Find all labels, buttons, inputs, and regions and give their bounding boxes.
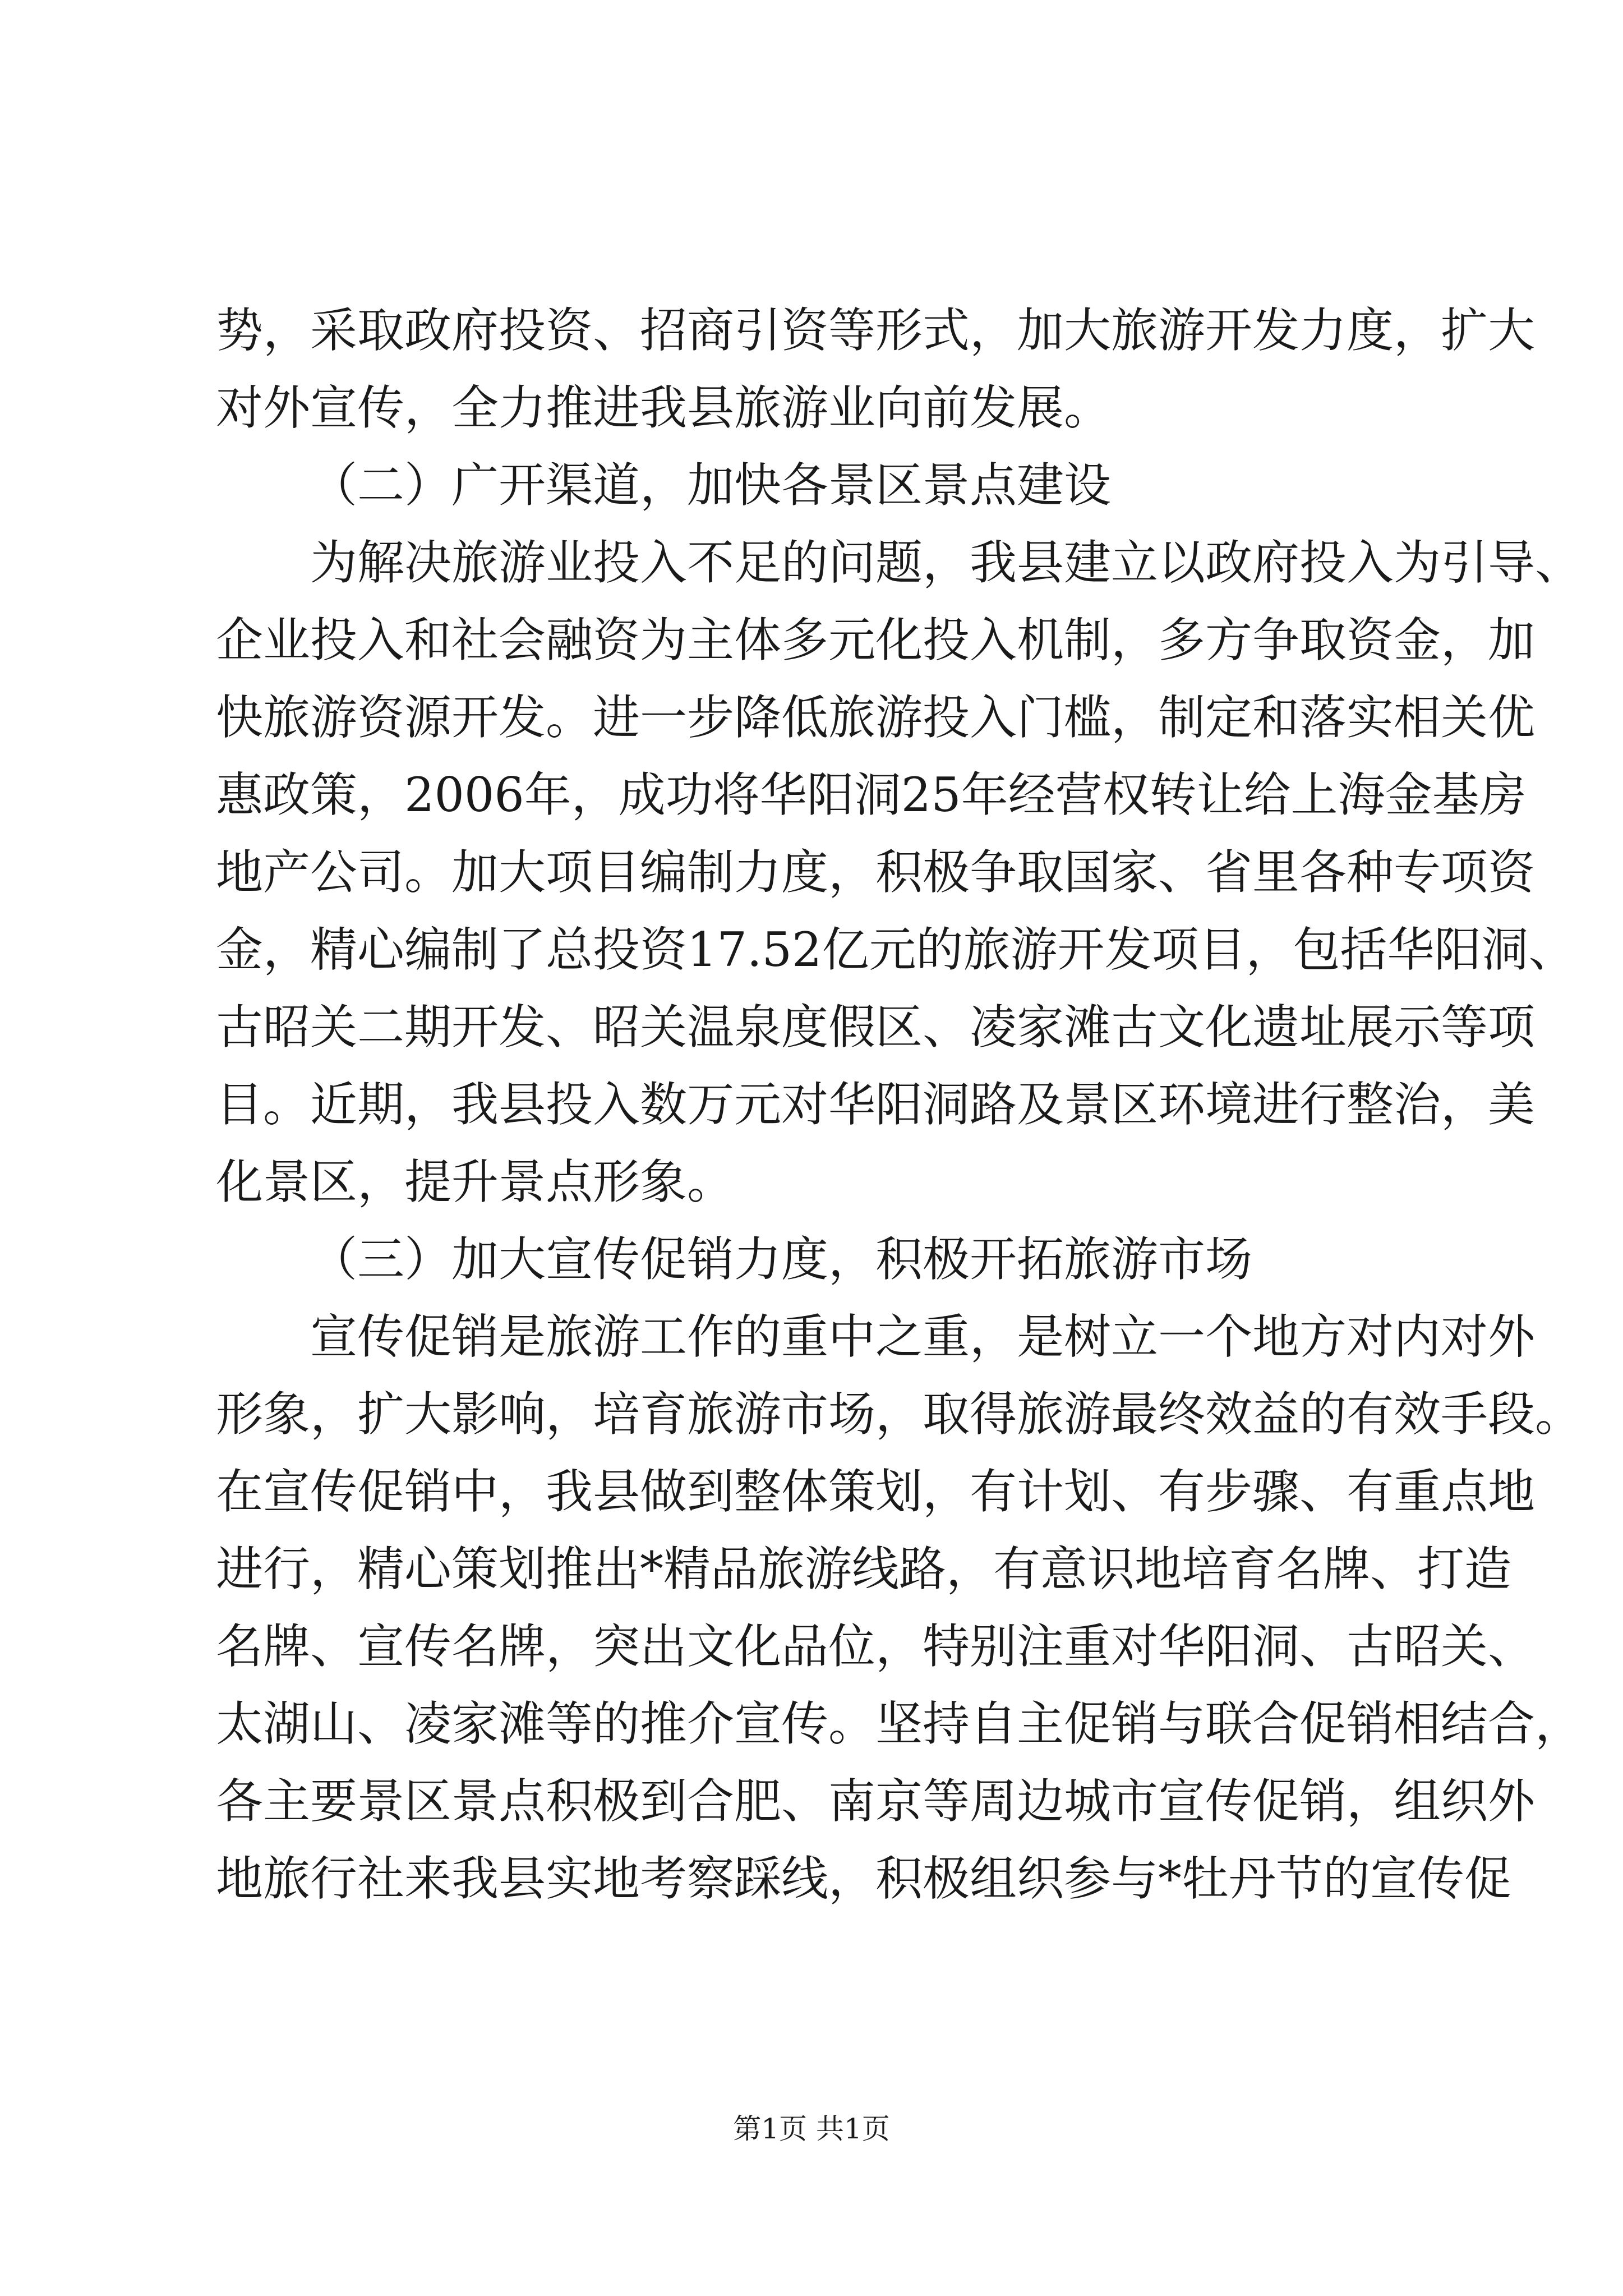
text-line: 金，精心编制了总投资17.52亿元的旅游开发项目，包括华阳洞、 [216, 922, 1576, 977]
text-line: 为解决旅游业投入不足的问题，我县建立以政府投入为引导、 [310, 535, 1583, 590]
text-line: 对外宣传，全力推进我县旅游业向前发展。 [216, 380, 1112, 435]
text-line: 地旅行社来我县实地考察踩线，积极组织参与*牡丹节的宣传促 [216, 1851, 1512, 1906]
text-line: 太湖山、凌家滩等的推介宣传。坚持自主促销与联合促销相结合， [216, 1696, 1583, 1751]
page-number: 第1页 共1页 [733, 2113, 890, 2145]
text-line: 快旅游资源开发。进一步降低旅游投入门槛，制定和落实相关优 [216, 690, 1536, 745]
text-line: 目。近期，我县投入数万元对华阳洞路及景区环境进行整治，美 [216, 1077, 1536, 1132]
text-line: 古昭关二期开发、昭关温泉度假区、凌家滩古文化遗址展示等项 [216, 1000, 1536, 1055]
text-line: 企业投入和社会融资为主体多元化投入机制，多方争取资金，加 [216, 613, 1536, 668]
text-line: 各主要景区景点积极到合肥、南京等周边城市宣传促销，组织外 [216, 1774, 1536, 1829]
section-heading: （二）广开渠道，加快各景区景点建设 [310, 458, 1112, 513]
text-line: 惠政策，2006年，成功将华阳洞25年经营权转让给上海金基房 [216, 767, 1527, 822]
text-line: 在宣传促销中，我县做到整体策划，有计划、有步骤、有重点地 [216, 1464, 1536, 1519]
text-line: 地产公司。加大项目编制力度，积极争取国家、省里各种专项资 [216, 845, 1536, 900]
section-heading: （三）加大宣传促销力度，积极开拓旅游市场 [310, 1232, 1253, 1287]
text-line: 化景区，提升景点形象。 [216, 1154, 735, 1209]
text-line: 势，采取政府投资、招商引资等形式，加大旅游开发力度，扩大 [216, 303, 1536, 358]
page-footer [0, 2112, 1623, 2146]
body-text [216, 292, 1583, 1917]
text-line: 进行，精心策划推出*精品旅游线路，有意识地培育名牌、打造 [216, 1542, 1512, 1596]
text-line: 形象，扩大影响，培育旅游市场，取得旅游最终效益的有效手段。 [216, 1387, 1583, 1442]
text-line: 名牌、宣传名牌，突出文化品位，特别注重对华阳洞、古昭关、 [216, 1619, 1536, 1674]
text-line: 宣传促销是旅游工作的重中之重，是树立一个地方对内对外 [310, 1309, 1536, 1364]
